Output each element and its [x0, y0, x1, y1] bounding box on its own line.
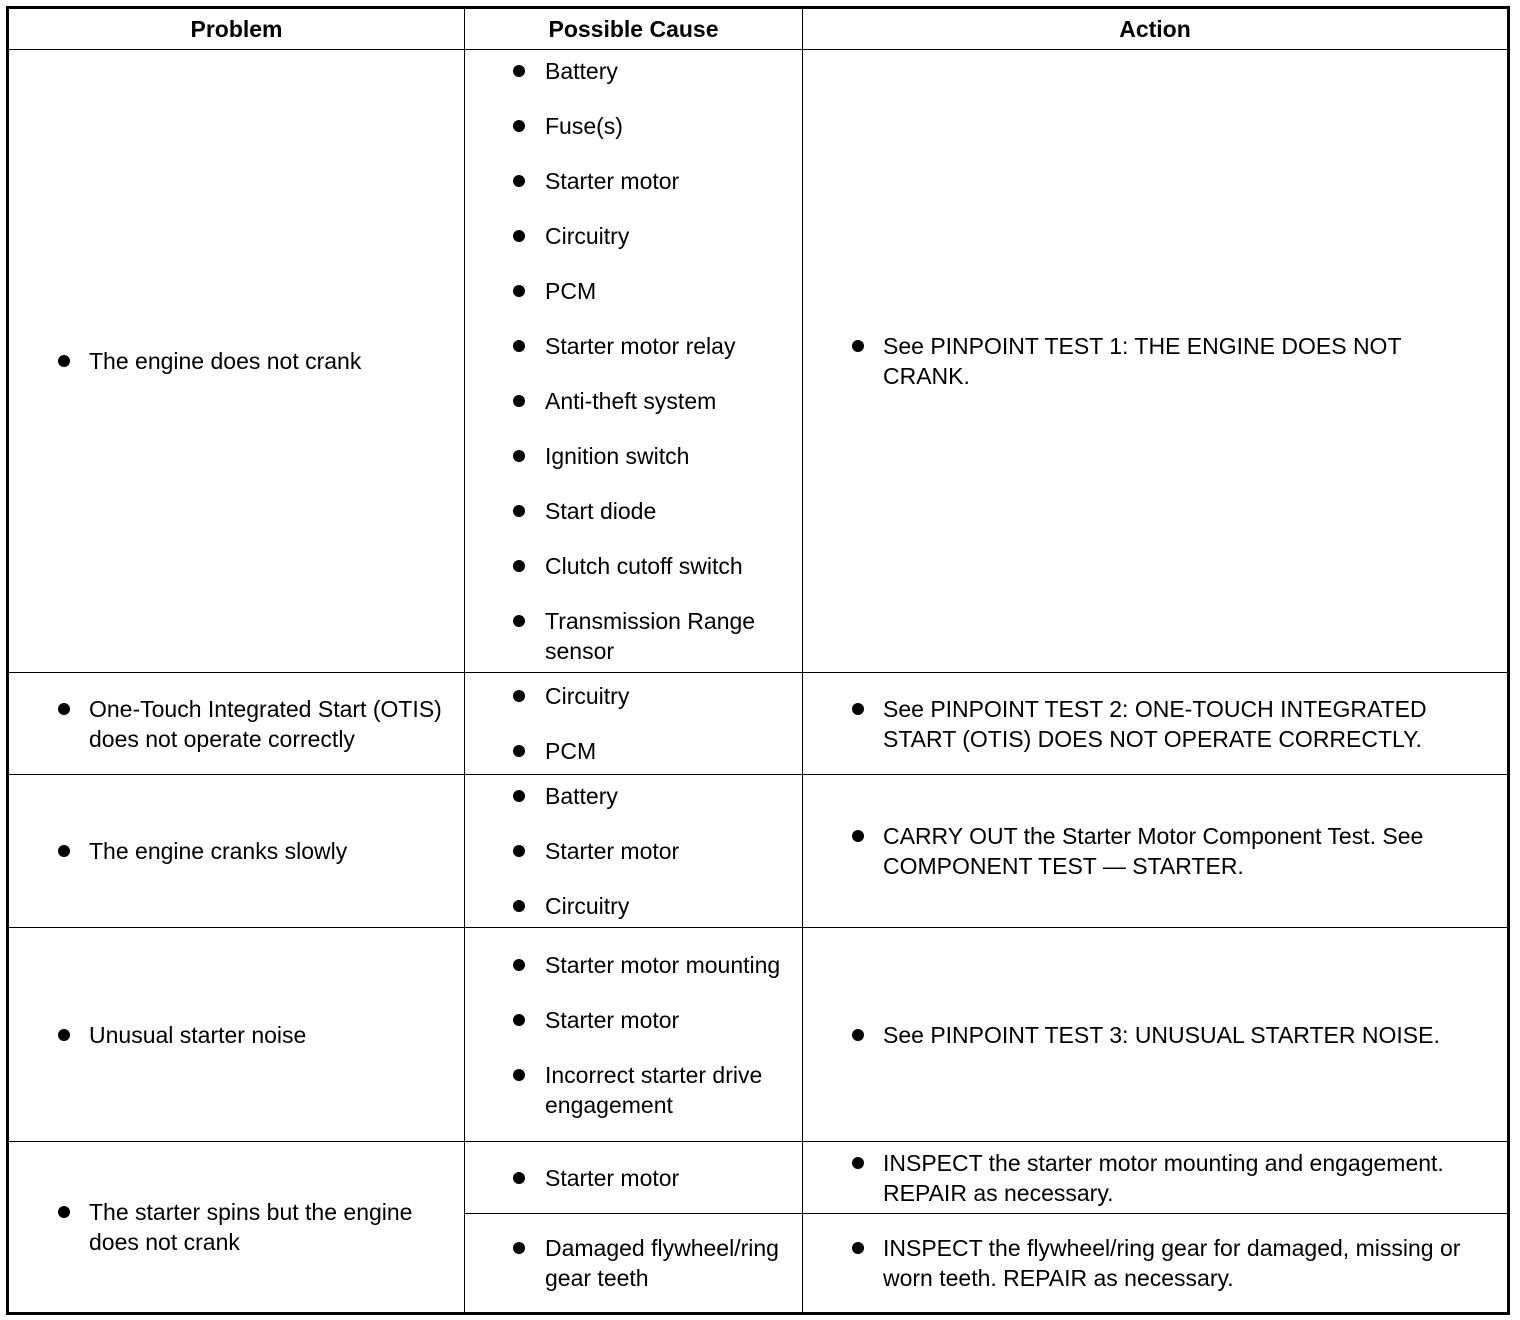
problem-cell: [8, 50, 465, 673]
cause-item: PCM: [465, 276, 802, 306]
cause-item: Starter motor: [465, 166, 802, 196]
action-text: See PINPOINT TEST 2: ONE-TOUCH INTEGRATED START (OTIS) DOES NOT OPERATE CORRECTLY.: [803, 694, 1507, 754]
symptom-chart-table: [6, 6, 1510, 1315]
action-text: See PINPOINT TEST 1: THE ENGINE DOES NOT CRANK.: [803, 331, 1507, 391]
problem-text: Unusual starter noise: [9, 1020, 464, 1050]
cause-item: Circuitry: [465, 681, 802, 711]
action-cell: [803, 673, 1509, 775]
problem-cell: [8, 673, 465, 775]
problem-cell: [8, 928, 465, 1142]
cause-item: Ignition switch: [465, 441, 802, 471]
cause-cell: [465, 1142, 803, 1214]
action-text: CARRY OUT the Starter Motor Component Test. See COMPONENT TEST — STARTER.: [803, 821, 1507, 881]
action-cell: [803, 50, 1509, 673]
problem-text: One-Touch Integrated Start (OTIS) does not operate correctly: [9, 694, 464, 754]
cause-item: Starter motor: [465, 1005, 802, 1035]
header-row: [8, 8, 1509, 50]
cause-cell: [465, 928, 803, 1142]
action-cell: [803, 775, 1509, 928]
cause-item: Fuse(s): [465, 111, 802, 141]
action-cell: [803, 1214, 1509, 1314]
cause-item: Anti-theft system: [465, 386, 802, 416]
cause-cell: [465, 673, 803, 775]
table-row: [8, 1142, 1509, 1214]
action-text: INSPECT the starter motor mounting and engagement. REPAIR as necessary.: [803, 1148, 1507, 1208]
table-row: [8, 673, 1509, 775]
cause-cell: [465, 1214, 803, 1314]
cause-item: Battery: [465, 56, 802, 86]
action-text: INSPECT the flywheel/ring gear for damaged, missing or worn teeth. REPAIR as necessary.: [803, 1233, 1507, 1293]
problem-cell: [8, 775, 465, 928]
action-cell: [803, 1142, 1509, 1214]
action-text: See PINPOINT TEST 3: UNUSUAL STARTER NOISE.: [803, 1020, 1507, 1050]
problem-text: The starter spins but the engine does not crank: [9, 1197, 464, 1257]
cause-item: Battery: [465, 781, 802, 811]
table-row: [8, 928, 1509, 1142]
problem-text: The engine does not crank: [9, 346, 464, 376]
cause-item: Starter motor: [465, 1163, 802, 1193]
problem-cell: [8, 1142, 465, 1314]
cause-item: Transmission Range sensor: [465, 606, 802, 666]
table-row: [8, 775, 1509, 928]
cause-item: PCM: [465, 736, 802, 766]
cause-item: Damaged flywheel/ring gear teeth: [465, 1233, 802, 1293]
header-possible-cause: Possible Cause: [465, 8, 803, 50]
header-action: Action: [803, 8, 1509, 50]
cause-item: Starter motor: [465, 836, 802, 866]
problem-text: The engine cranks slowly: [9, 836, 464, 866]
cause-item: Circuitry: [465, 221, 802, 251]
cause-item: Starter motor relay: [465, 331, 802, 361]
cause-item: Starter motor mounting: [465, 950, 802, 980]
action-cell: [803, 928, 1509, 1142]
cause-cell: [465, 775, 803, 928]
cause-item: Incorrect starter drive engagement: [465, 1060, 802, 1120]
cause-item: Clutch cutoff switch: [465, 551, 802, 581]
cause-item: Start diode: [465, 496, 802, 526]
table-row: [8, 50, 1509, 673]
header-problem: Problem: [8, 8, 465, 50]
cause-item: Circuitry: [465, 891, 802, 921]
cause-cell: [465, 50, 803, 673]
